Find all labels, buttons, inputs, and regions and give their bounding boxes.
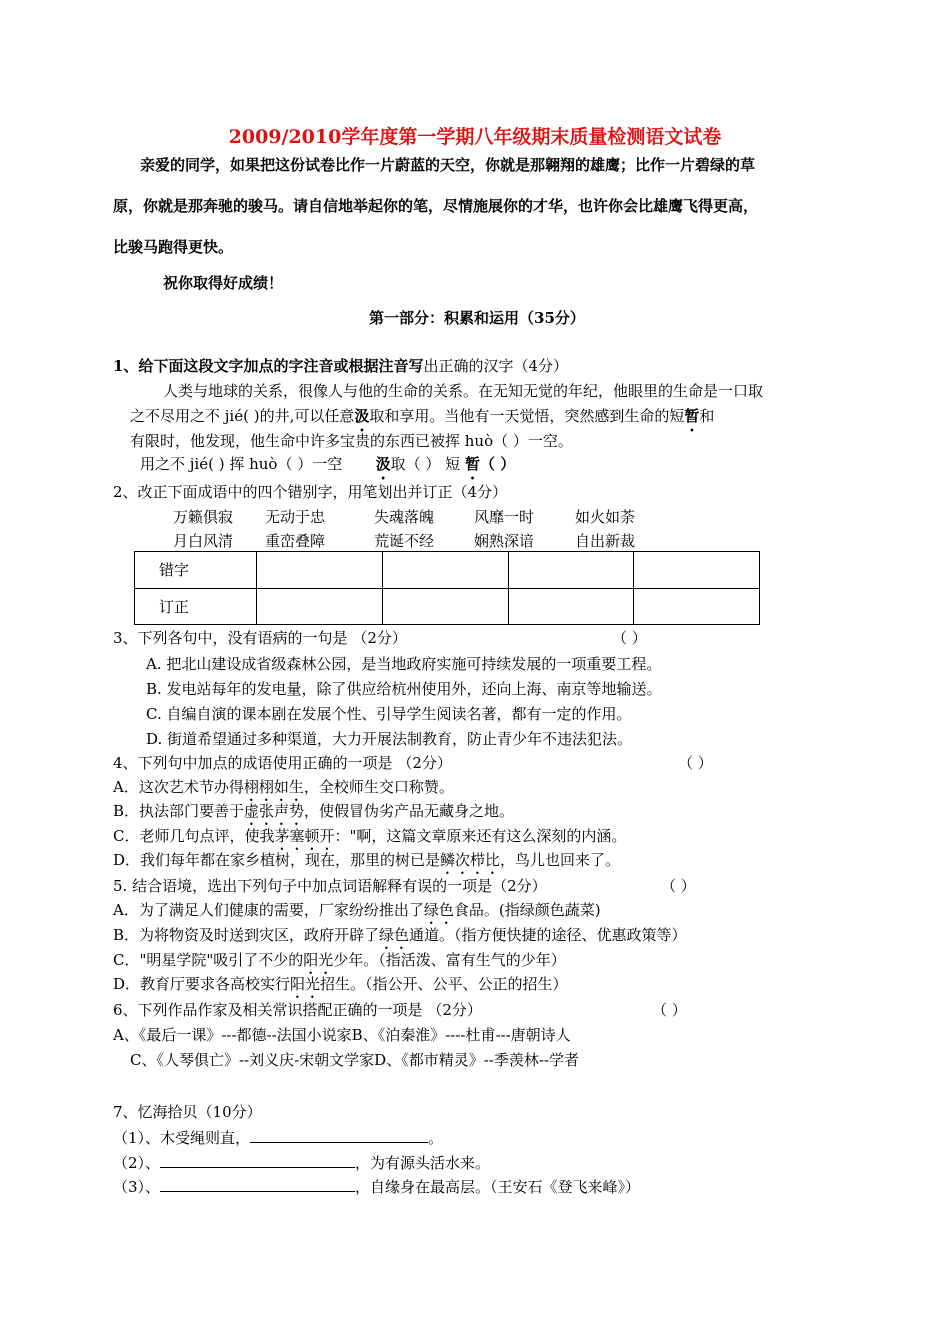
idiom-3: 失魂落魄 (374, 508, 435, 526)
q5-c-word: 阳光 (303, 951, 334, 969)
q4-d-post: ，鸟儿也回来了。 (500, 851, 621, 869)
idiom-9: 娴熟深谙 (474, 532, 535, 550)
q4-d-pre: D．我们每年都在家乡植树，现在，那里的树已是 (113, 851, 441, 869)
q1-para2-a: 之不尽用之不 jié( )的井,可以任意 (130, 407, 355, 425)
q1-stem-rest: 出正确的汉字（4分） (423, 357, 568, 375)
q4-answer-paren: （ ） (678, 754, 713, 772)
q7-l1-post: 。 (428, 1129, 444, 1147)
q5-d-word: 阳光 (290, 975, 321, 993)
q7-line-3 (113, 1176, 640, 1197)
q5-a-post: 食品。(指绿颜色蔬菜) (453, 901, 601, 919)
q1-answer-b: 取（ ） 短 (390, 455, 465, 473)
q7-l3-pre: （3）、 (113, 1178, 161, 1196)
correction-table (134, 551, 760, 625)
q7-line-1 (113, 1127, 443, 1148)
q1-para2-b: 取和享用。当他有一天觉悟，突然感到生命的短 (369, 407, 685, 425)
q1-stem (113, 356, 568, 376)
q3-stem: 3、下列各句中，没有语病的一句是 （2分） (113, 629, 407, 647)
idiom-10: 自出新裁 (575, 532, 636, 550)
q7-l1-pre: （1）、木受绳则直， (113, 1129, 251, 1147)
table-cell[interactable] (634, 552, 760, 589)
idiom-4: 风靡一时 (474, 508, 535, 526)
q5-d-post: 招生。（指公开、公平、公正的招生） (320, 975, 568, 993)
table-row (135, 588, 760, 625)
q5-a-pre: A．为了满足人们健康的需要，厂家纷纷推出了 (113, 901, 424, 919)
q4-a-post: ，全校师生交口称赞。 (303, 778, 454, 796)
q3-option-c: C. 自编自演的课本剧在发展个性、引导学生阅读名著，都有一定的作用。 (146, 705, 632, 723)
q5-a-word: 绿色 (423, 901, 454, 919)
q6-options-cd: C、《人琴俱亡》--刘义庆-宋朝文学家D、《都市精灵》--季羡林--学者 (130, 1051, 579, 1069)
q5-b-post: 通道。（指方便快捷的途径、优惠政策等） (409, 926, 687, 944)
q1-answer-c: （ ） (479, 455, 516, 473)
q7-l2-pre: （2）、 (113, 1154, 161, 1172)
intro-wish: 祝你取得好成绩！ (163, 274, 284, 292)
q4-c-post: ："啊，这篇文章原来还有这么深刻的内涵。 (334, 827, 627, 845)
intro-line-2: 原，你就是那奔驰的骏马。请自信地举起你的笔，尽情施展你的才华，也许你会比雄鹰飞得更高， (113, 197, 759, 215)
q1-para-line-1: 人类与地球的关系，很像人与他的生命的关系。在无知无觉的年纪，他眼里的生命是一口取 (163, 382, 764, 400)
q2-stem: 2、改正下面成语中的四个错别字，用笔划出并订正（4分） (113, 483, 508, 501)
idiom-6: 月白风清 (173, 532, 234, 550)
answer-blank[interactable] (250, 1127, 428, 1143)
q4-a-idiom: 栩栩如生 (243, 778, 304, 796)
q1-para2-c: 和 (699, 407, 715, 425)
table-cell[interactable] (382, 588, 508, 625)
q4-c-idiom: 茅塞顿开 (274, 827, 335, 845)
q4-d-idiom: 鳞次栉比 (440, 851, 501, 869)
q7-line-2 (113, 1152, 490, 1173)
q1-answer-dotted-zan: 暂 (464, 455, 480, 473)
q7-stem: 7、忆海拾贝（10分） (113, 1103, 262, 1121)
q5-c-post: 少年。（指活泼、富有生气的少年） (333, 951, 566, 969)
q5-stem: 5. 结合语境，选出下列句子中加点词语解释有误的一项是（2分） (113, 877, 547, 895)
q7-l3-post: ，自缘身在最高层。（王安石《登飞来峰》） (355, 1178, 641, 1196)
q5-option-d (113, 974, 568, 1002)
q6-stem: 6、下列作品作家及相关常识搭配正确的一项是 （2分） (113, 1001, 482, 1019)
table-cell[interactable] (508, 552, 634, 589)
answer-blank[interactable] (160, 1152, 355, 1168)
idiom-7: 重峦叠障 (265, 532, 326, 550)
q1-stem-bold: 1、给下面这段文字加点的字注音或根据注音写 (113, 357, 424, 375)
table-label-correct: 订正 (135, 588, 257, 625)
q4-c-pre: C．老师几句点评，使我 (113, 827, 275, 845)
q3-option-b: B. 发电站每年的发电量，除了供应给杭州使用外，还向上海、南京等地输送。 (146, 680, 662, 698)
q6-answer-paren: （ ） (652, 1001, 687, 1019)
idiom-2: 无动于忠 (265, 508, 326, 526)
q5-option-b (113, 925, 687, 953)
q3-option-a: A. 把北山建设成省级森林公园，是当地政府实施可持续发展的一项重要工程。 (146, 655, 662, 673)
q4-b-idiom: 虚张声势 (244, 802, 305, 820)
q1-answer-dotted-ji: 汲 (375, 455, 391, 473)
table-cell[interactable] (257, 588, 383, 625)
intro-line-1: 亲爱的同学，如果把这份试卷比作一片蔚蓝的天空，你就是那翱翔的雄鹰；比作一片碧绿的草 (140, 156, 756, 174)
idiom-1: 万籁俱寂 (173, 508, 234, 526)
table-cell[interactable] (634, 588, 760, 625)
q4-a-pre: A．这次艺术节办得 (113, 778, 244, 796)
q5-option-a (113, 900, 601, 928)
table-row (135, 552, 760, 589)
q5-b-word: 绿色 (379, 926, 410, 944)
q5-d-pre: D．教育厅要求各高校实行 (113, 975, 291, 993)
q4-option-d (113, 850, 620, 878)
q1-answer-line (140, 454, 515, 483)
table-cell[interactable] (508, 588, 634, 625)
q5-answer-paren: （ ） (661, 877, 696, 895)
exam-title: 2009/2010学年度第一学期八年级期末质量检测语文试卷 (228, 126, 722, 148)
answer-blank[interactable] (160, 1176, 355, 1192)
q4-stem: 4、下列句中加点的成语使用正确的一项是 （2分） (113, 754, 452, 772)
q1-dotted-char-zan: 暂 (684, 407, 700, 425)
q4-option-b (113, 801, 514, 829)
table-cell[interactable] (382, 552, 508, 589)
q3-option-d: D. 街道希望通过多种渠道，大力开展法制教育，防止青少年不违法犯法。 (146, 730, 633, 748)
q1-answer-a: 用之不 jié( ) 挥 huò（ ）一空 (140, 455, 343, 473)
table-cell[interactable] (257, 552, 383, 589)
idiom-5: 如火如荼 (575, 508, 636, 526)
table-label-wrong: 错字 (135, 552, 257, 589)
q4-b-pre: B．执法部门要善于 (113, 802, 245, 820)
part1-heading: 第一部分：积累和运用（35分） (369, 309, 585, 327)
q3-answer-paren: （ ） (612, 629, 647, 647)
intro-line-3: 比骏马跑得更快。 (113, 238, 234, 256)
q5-b-pre: B．为将物资及时送到灾区，政府开辟了 (113, 926, 380, 944)
q1-dotted-char-ji: 汲 (354, 407, 370, 425)
q5-c-pre: C．"明星学院"吸引了不少的 (113, 951, 304, 969)
q1-para-line-3: 有限时，他发现，他生命中许多宝贵的东西已被挥 huò（ ）一空。 (130, 432, 573, 450)
q6-options-ab: A、《最后一课》---都德--法国小说家B、《泊秦淮》----杜甫---唐朝诗人 (113, 1026, 571, 1044)
idiom-8: 荒诞不经 (374, 532, 435, 550)
q4-b-post: ，使假冒伪劣产品无藏身之地。 (304, 802, 515, 820)
q7-l2-post: ，为有源头活水来。 (355, 1154, 491, 1172)
